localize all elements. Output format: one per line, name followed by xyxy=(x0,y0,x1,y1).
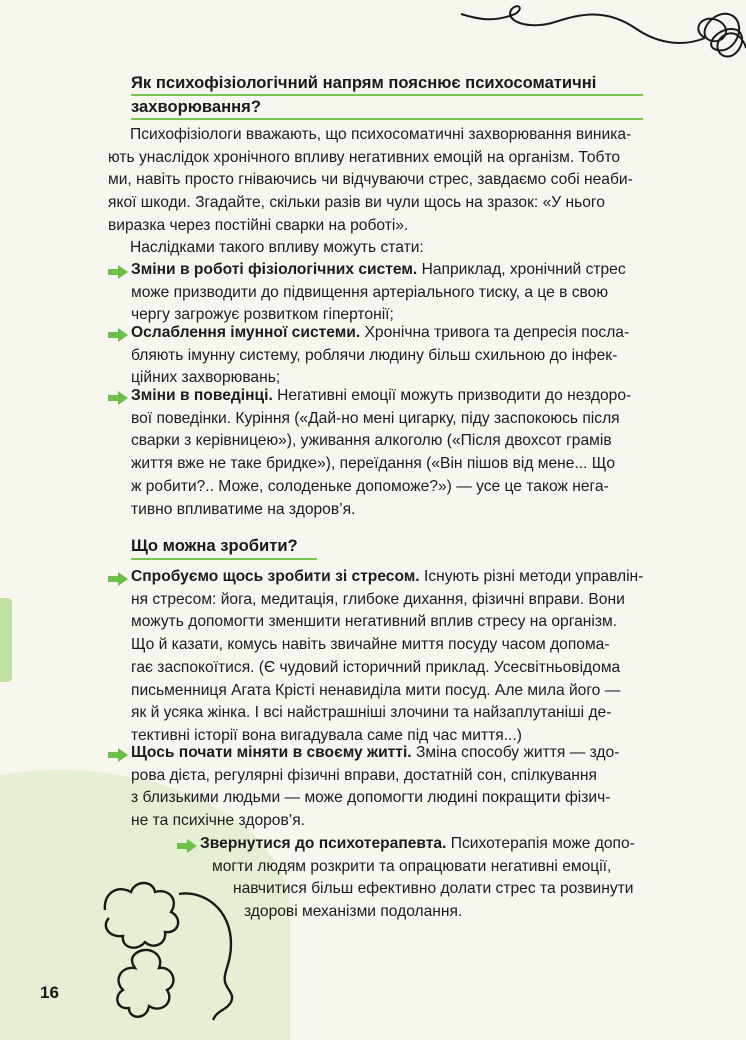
arrow-bullet-icon xyxy=(108,328,128,342)
section-heading-mechanism: Як психофізіологічний напрям пояснює психосоматичні захворювання? xyxy=(131,73,597,116)
list-item: Звернутися до психотерапевта. Психотерапія може допо- могти людям розкрити та опрацювати негативні емоції, навчитися більш ефективно долати стрес та розвинути здорові механізми подолання. xyxy=(200,835,635,921)
arrow-bullet-icon xyxy=(108,265,128,279)
list-item: Зміни в роботі фізіологічних систем. Наприклад, хронічний стрес може призводити до підвищення артеріального тиску, а це в свою чергу загрожує розвитком гіпертонії; xyxy=(131,261,626,324)
section-heading-what-to-do: Що можна зробити? xyxy=(131,536,298,555)
side-tab-decoration xyxy=(0,598,12,682)
squiggle-icon xyxy=(455,0,746,70)
heading-underline xyxy=(131,94,643,96)
intro-paragraph: Психофізіологи вважають, що психосоматичні захворювання виника- ють унаслідок хронічного впливу негативних емоцій на організм. Тобто ми, навіть просто гніваючись чи відчуваючи стрес, завдаємо собі неаби- якої шкоди. Згадайте, скільки разів ви чули щось на зразок: «У нього виразка через постійні сварки на роботі». xyxy=(108,126,633,234)
list-item: Зміни в поведінці. Негативні емоції можуть призводити до нездоро- вої поведінки. Куріння («Дай-но мені цигарку, піду заспокоюсь після сварки з керівницею»), уживання алкоголю («Після двохсот грамів життя вже не таке бридке»), переїдання («Він пішов від мене... Що ж робити?.. Може, солоденьке допоможе?») — усе це також нега- тивно впливатиме на здоров’я. xyxy=(131,387,632,518)
arrow-bullet-icon xyxy=(108,391,128,405)
heading-underline xyxy=(131,118,643,120)
arrow-bullet-icon xyxy=(177,839,197,853)
arrow-bullet-icon xyxy=(108,572,128,586)
page-number: 16 xyxy=(40,983,59,1002)
puzzle-head-illustration xyxy=(95,870,245,1024)
consequences-lead: Наслідками такого впливу можуть стати: xyxy=(130,239,424,256)
list-item: Ослаблення імунної системи. Хронічна тривога та депресія посла- бляють імунну систему, роблячи людину більш схильною до інфек- ційних захворювань; xyxy=(131,324,630,387)
list-item: Щось почати міняти в своєму житті. Зміна способу життя — здо- рова дієта, регулярні фізичні вправи, достатній сон, спілкування з близькими людьми — може допомогти людині покращити фізич- не та психічне здоров’я. xyxy=(131,744,620,830)
heading-underline xyxy=(131,558,317,560)
arrow-bullet-icon xyxy=(108,748,128,762)
list-item: Спробуємо щось зробити зі стресом. Існують різні методи управлін- ня стресом: йога, медитація, глибоке дихання, фізичні вправи. Вони можуть допомогти зменшити негативний вплив стресу на організм. Що й казати, комусь навіть звичайне миття посуду часом допома- гає заспокоїтися. (Є чудовий історичний приклад. Усесвітньовідома письменниця Агата Крісті ненавиділа мити посуд. Але мила його — як й усяка жінка. І всі найстрашніші злочини та найзаплутаніші де- тективні історії вона вигадувала саме під час миття...) xyxy=(131,568,644,744)
